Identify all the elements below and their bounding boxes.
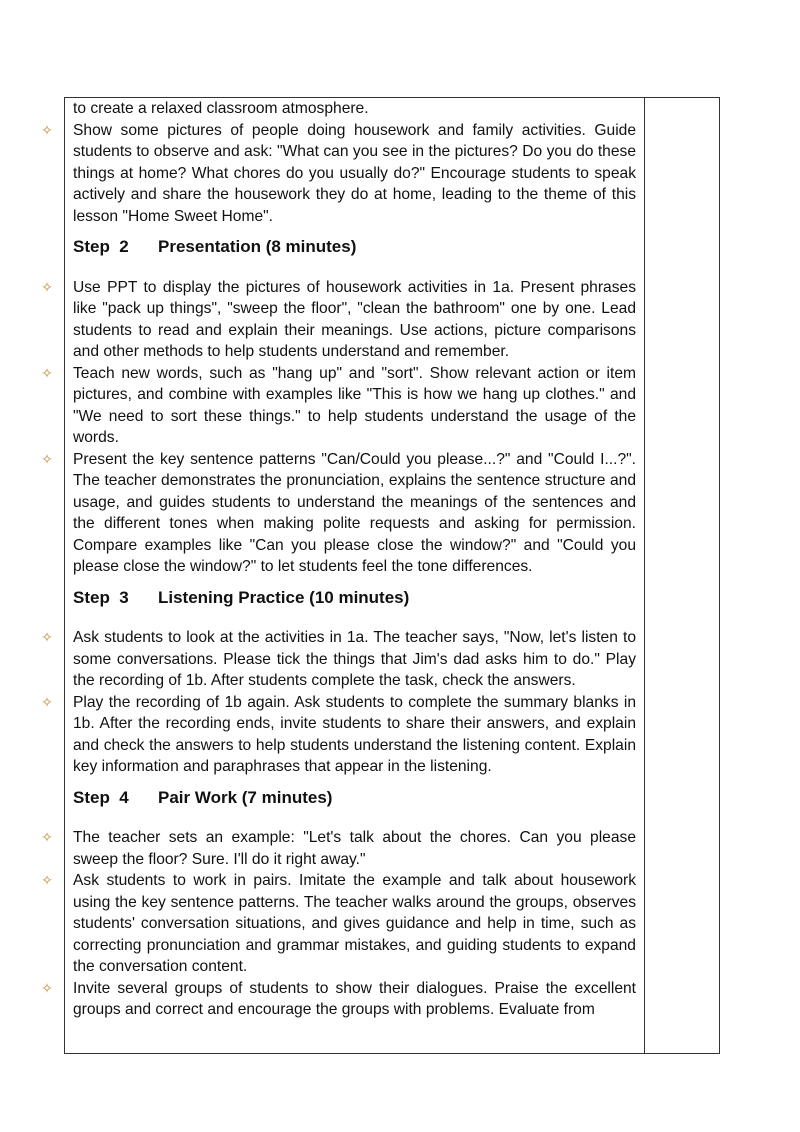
bullet-icon: ✧ xyxy=(41,829,53,845)
list-item xyxy=(41,627,636,692)
list-item-text: The teacher sets an example: "Let's talk about the chores. Can you please sweep the floor? Sure. I'll do it right away." xyxy=(73,829,636,868)
list-item-text: Present the key sentence patterns "Can/Could you please...?" and "Could I...?". The teacher demonstrates the pronunciation, explains the sentence structure and usage, and guides students to understand the meanings of the sentences and the different tones when making polite requests and asking for permission. Compare examples like "Can you please close the window?" and "Could you please close the window?" to let students feel the tone differences. xyxy=(73,450,636,575)
list-item-text: Teach new words, such as "hang up" and "sort". Show relevant action or item pictures, and combine with examples like "This is how we hang up clothes." and "We need to sort these things." to help students understand the usage of the words. xyxy=(73,364,636,446)
step-label: Step 4 xyxy=(73,787,129,807)
bullet-icon: ✧ xyxy=(41,979,53,996)
list-item xyxy=(41,692,636,778)
list-item xyxy=(41,978,636,1021)
column-divider xyxy=(644,98,645,1053)
list-item xyxy=(41,120,636,228)
list-item-text: Use PPT to display the pictures of housework activities in 1a. Present phrases like "pack up things", "sweep the floor", "clean the bathroom" one by one. Lead students to read and explain their meanings. Use actions, picture comparisons and other methods to help students understand and remember. xyxy=(73,278,636,360)
step-label: Step 3 xyxy=(73,587,129,607)
bullet-icon: ✧ xyxy=(41,121,53,138)
list-item xyxy=(41,827,636,870)
bullet-icon: ✧ xyxy=(41,693,53,710)
list-item-text: Invite several groups of students to show their dialogues. Praise the excellent groups and correct and encourage the groups with problems. Evaluate from xyxy=(73,979,636,1018)
list-item xyxy=(41,449,636,578)
bullet-icon: ✧ xyxy=(41,629,53,645)
step-heading xyxy=(73,578,636,609)
step-title: Pair Work (7 minutes) xyxy=(158,787,333,807)
list-item xyxy=(41,870,636,978)
list-item-text: Show some pictures of people doing housework and family activities. Guide students to observe and ask: "What can you see in the pictures? Do you do these things at home? What chores do you usually do?" Encourage students to speak actively and share the housework they do at home, leading to the theme of this lesson "Home Sweet Home". xyxy=(73,121,636,225)
step-heading xyxy=(73,778,636,809)
list-item-text: Play the recording of 1b again. Ask students to complete the summary blanks in 1b. After the recording ends, invite students to share their answers, and explain and check the answers to help students understand the listening content. Explain key information and paraphrases that appear in the listening. xyxy=(73,693,636,775)
intro-continuation: to create a relaxed classroom atmosphere. xyxy=(73,100,369,117)
lesson-plan-table xyxy=(41,97,720,1054)
step-title: Presentation (8 minutes) xyxy=(158,237,357,256)
bullet-icon: ✧ xyxy=(41,364,53,381)
procedure-column xyxy=(41,98,636,1021)
step-heading xyxy=(73,227,636,258)
list-item xyxy=(41,277,636,363)
list-item xyxy=(41,363,636,449)
step-title: Listening Practice (10 minutes) xyxy=(158,587,410,607)
bullet-icon: ✧ xyxy=(41,278,53,295)
bullet-icon: ✧ xyxy=(41,450,53,467)
list-item-text: Ask students to work in pairs. Imitate the example and talk about housework using the key sentence patterns. The teacher walks around the groups, observes students' conversation situations, and gives guidance and help in time, such as correcting pronunciation and grammar mistakes, and guiding students to expand the conversation content. xyxy=(73,872,636,975)
bullet-icon: ✧ xyxy=(41,872,53,888)
step-label: Step 2 xyxy=(73,237,129,256)
list-item-text: Ask students to look at the activities in 1a. The teacher says, "Now, let's listen to some conversations. Please tick the things that Jim's dad asks him to do." Play the recording of 1b. After students complete the task, check the answers. xyxy=(73,629,636,689)
